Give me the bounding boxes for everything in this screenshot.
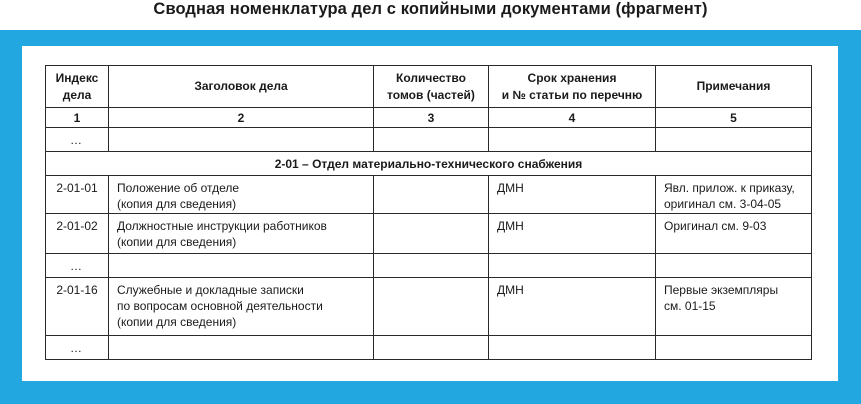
empty-cell	[489, 254, 656, 278]
header-row	[46, 66, 812, 108]
header-notes: Примечания	[656, 66, 812, 108]
case-storage: ДМН	[489, 176, 656, 214]
empty-cell	[109, 336, 374, 360]
case-index: 2-01-16	[46, 278, 109, 336]
ellipsis-cell: …	[46, 254, 109, 278]
empty-cell	[109, 128, 374, 152]
empty-cell	[109, 254, 374, 278]
empty-cell	[489, 128, 656, 152]
empty-cell	[374, 254, 489, 278]
section-row	[46, 152, 812, 176]
empty-cell	[656, 336, 812, 360]
column-number: 4	[489, 108, 656, 128]
header-storage: Срок хранения и № статьи по перечню	[489, 66, 656, 108]
ellipsis-row	[46, 336, 812, 360]
case-index: 2-01-02	[46, 214, 109, 254]
empty-cell	[374, 336, 489, 360]
column-number-row	[46, 108, 812, 128]
column-number: 5	[656, 108, 812, 128]
section-heading: 2-01 – Отдел материально-технического снабжения	[46, 152, 812, 176]
column-number: 1	[46, 108, 109, 128]
header-index: Индекс дела	[46, 66, 109, 108]
ellipsis-cell: …	[46, 128, 109, 152]
case-volumes	[374, 176, 489, 214]
case-storage: ДМН	[489, 278, 656, 336]
empty-cell	[374, 128, 489, 152]
header-title: Заголовок дела	[109, 66, 374, 108]
case-index: 2-01-01	[46, 176, 109, 214]
ellipsis-cell: …	[46, 336, 109, 360]
table-row	[46, 278, 812, 336]
document-title: Сводная номенклатура дел с копийными документами (фрагмент)	[153, 0, 708, 18]
title-bar	[0, 0, 861, 30]
ellipsis-row	[46, 128, 812, 152]
case-notes: Первые экземпляры см. 01-15	[656, 278, 812, 336]
empty-cell	[489, 336, 656, 360]
case-volumes	[374, 278, 489, 336]
column-number: 2	[109, 108, 374, 128]
nomenclature-table	[45, 65, 812, 360]
table-row	[46, 176, 812, 214]
case-volumes	[374, 214, 489, 254]
case-title: Положение об отделе (копия для сведения)	[109, 176, 374, 214]
case-title: Должностные инструкции работников (копии для сведения)	[109, 214, 374, 254]
column-number: 3	[374, 108, 489, 128]
case-notes: Оригинал см. 9-03	[656, 214, 812, 254]
empty-cell	[656, 128, 812, 152]
case-notes: Явл. прилож. к приказу, оригинал см. 3-04-05	[656, 176, 812, 214]
ellipsis-row	[46, 254, 812, 278]
case-storage: ДМН	[489, 214, 656, 254]
empty-cell	[656, 254, 812, 278]
table-row	[46, 214, 812, 254]
header-volumes: Количество томов (частей)	[374, 66, 489, 108]
case-title: Служебные и докладные записки по вопросам основной деятельности (копии для сведения)	[109, 278, 374, 336]
